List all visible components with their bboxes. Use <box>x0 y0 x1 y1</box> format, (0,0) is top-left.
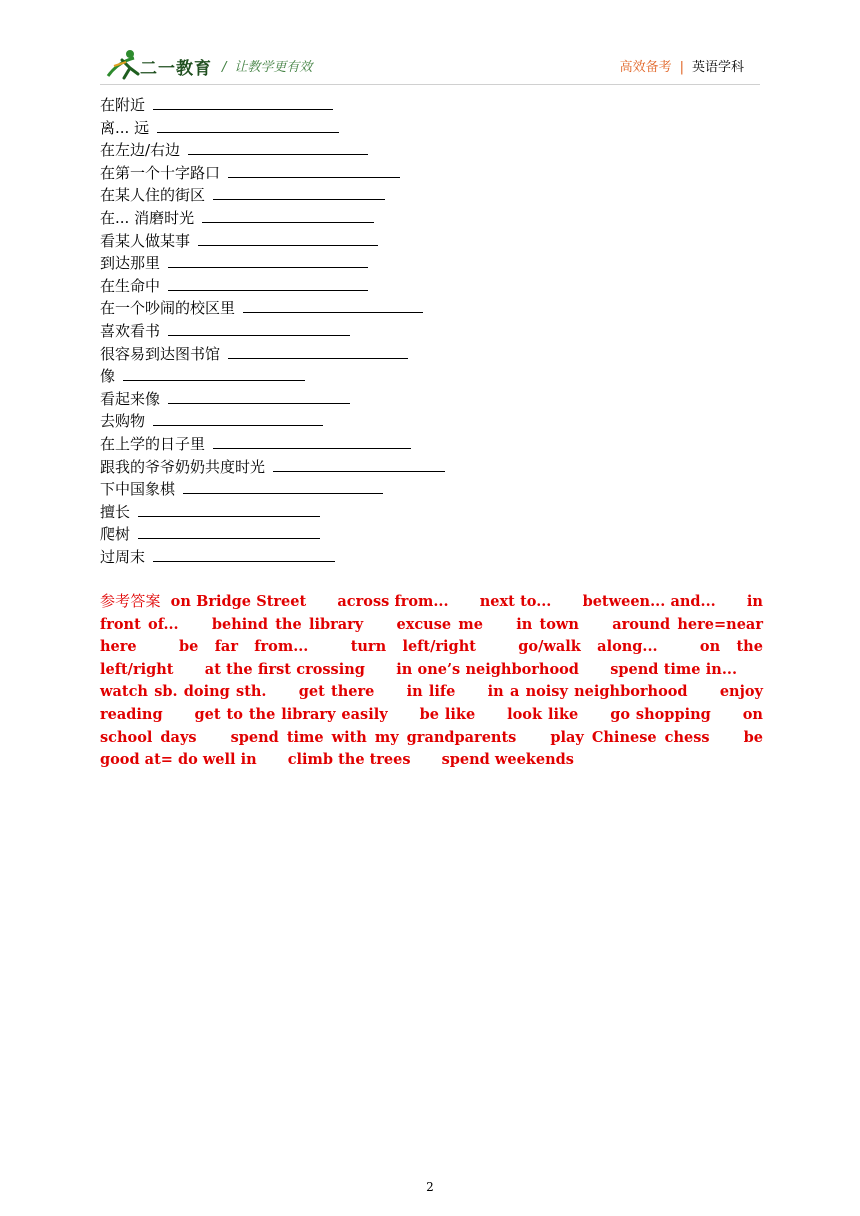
answer-item: get there <box>298 683 375 701</box>
answer-item: be good at= do well in <box>100 728 763 769</box>
phrase-text: 在上学的日子里 <box>100 434 206 453</box>
header-right <box>620 56 744 75</box>
list-item <box>100 184 700 207</box>
list-item <box>100 433 700 456</box>
header-divider <box>100 84 760 85</box>
answer-item: next to... <box>479 593 552 610</box>
answer-blank <box>213 185 385 200</box>
answer-item: at the first crossing <box>204 660 365 678</box>
answer-item: on the left/right <box>100 638 763 678</box>
answer-blank <box>138 502 320 517</box>
answer-item: enjoy reading <box>100 683 763 723</box>
phrase-text: 在一个吵闹的校区里 <box>100 299 236 318</box>
exam-label: 高效备考 <box>619 60 672 75</box>
answer-item: on school days <box>100 705 763 746</box>
phrase-text: 过周末 <box>100 547 146 566</box>
phrase-text: 看某人做某事 <box>100 231 191 250</box>
answer-blank <box>213 434 411 449</box>
answer-blank <box>153 95 333 110</box>
list-item <box>100 343 700 366</box>
answer-blank <box>228 344 408 359</box>
answer-item: around here=near here <box>100 615 763 656</box>
phrase-text: 爬树 <box>100 525 131 544</box>
page-header <box>0 0 860 90</box>
list-item <box>100 320 700 343</box>
answer-items <box>100 593 763 768</box>
list-item <box>100 297 700 320</box>
phrase-text: 在生命中 <box>100 276 161 295</box>
list-item <box>100 162 700 185</box>
list-item <box>100 523 700 546</box>
answer-item: in a noisy neighborhood <box>487 683 688 701</box>
answer-item: behind the library <box>211 615 364 633</box>
phrase-text: 下中国象棋 <box>100 480 176 499</box>
subject-label: 英语学科 <box>691 60 744 75</box>
header-separator: | <box>679 60 684 75</box>
answer-blank <box>198 231 378 246</box>
phrase-text: 在附近 <box>100 96 146 114</box>
answer-blank <box>123 366 305 381</box>
answer-blank <box>273 457 445 472</box>
answer-item: watch sb. doing sth. <box>100 683 267 701</box>
answer-blank <box>157 118 339 133</box>
page-number: 2 <box>426 1180 434 1194</box>
list-item <box>100 94 700 117</box>
answer-item: spend time with my grandparents <box>230 728 517 746</box>
slogan: / 让教学更有效 <box>222 60 313 75</box>
phrase-text: 在左边/右边 <box>100 141 181 160</box>
list-item <box>100 252 700 275</box>
answer-blank <box>228 163 400 178</box>
phrase-list <box>100 94 700 568</box>
phrase-text: 像 <box>100 367 116 386</box>
answer-blank <box>168 321 350 336</box>
answer-item: between... and... <box>582 593 716 610</box>
answer-blank <box>243 298 423 313</box>
list-item <box>100 501 700 524</box>
answer-blank <box>168 253 368 268</box>
answer-blank <box>153 411 323 426</box>
answer-item: go/walk along... <box>518 638 658 656</box>
answer-blank <box>188 140 368 155</box>
logo-text: 二一教育 <box>140 59 212 79</box>
phrase-text: 去购物 <box>100 412 146 431</box>
list-item <box>100 388 700 411</box>
answer-item: in front of... <box>100 593 763 633</box>
list-item <box>100 478 700 501</box>
answer-section <box>100 590 763 772</box>
answer-item: in town <box>516 615 579 633</box>
answer-item: spend weekends <box>441 751 574 769</box>
answer-item: on Bridge Street <box>170 593 307 610</box>
list-item <box>100 410 700 433</box>
phrase-text: 擅长 <box>100 502 131 521</box>
answer-item: go shopping <box>610 705 711 723</box>
answer-item: in one’s neighborhood <box>396 660 579 678</box>
answer-blank <box>168 276 368 291</box>
answer-item: be like <box>419 705 476 723</box>
phrase-text: 很容易到达图书馆 <box>100 344 221 363</box>
answer-item: climb the trees <box>287 751 411 769</box>
phrase-text: 到达那里 <box>100 254 161 273</box>
answer-item: turn left/right <box>350 638 476 656</box>
answer-blank <box>138 524 320 539</box>
answer-item: look like <box>507 705 579 723</box>
answer-blank <box>202 208 374 223</box>
phrase-text: 喜欢看书 <box>100 321 161 340</box>
phrase-text: 在... 消磨时光 <box>100 208 195 227</box>
answer-item: in life <box>406 683 456 701</box>
list-item <box>100 139 700 162</box>
answer-item: spend time in... <box>610 660 737 678</box>
answer-blank <box>153 547 335 562</box>
phrase-text: 看起来像 <box>100 389 161 408</box>
answer-item: excuse me <box>396 615 483 633</box>
phrase-text: 离... 远 <box>100 118 150 137</box>
list-item <box>100 456 700 479</box>
list-item <box>100 230 700 253</box>
answer-item: play Chinese chess <box>550 728 710 746</box>
list-item <box>100 207 700 230</box>
slogan-text: 让教学更有效 <box>234 60 313 75</box>
phrase-text: 在第一个十字路口 <box>100 163 221 182</box>
list-item <box>100 546 700 569</box>
answer-blank <box>183 479 383 494</box>
answer-item: be far from... <box>178 638 309 656</box>
answer-blank <box>168 389 350 404</box>
phrase-text: 跟我的爷爷奶奶共度时光 <box>100 457 266 476</box>
list-item <box>100 275 700 298</box>
list-item <box>100 365 700 388</box>
answer-item: get to the library easily <box>194 705 388 723</box>
answer-title: 参考答案 <box>100 592 161 610</box>
phrase-text: 在某人住的街区 <box>100 186 206 205</box>
list-item <box>100 117 700 140</box>
answer-item: across from... <box>337 593 449 610</box>
